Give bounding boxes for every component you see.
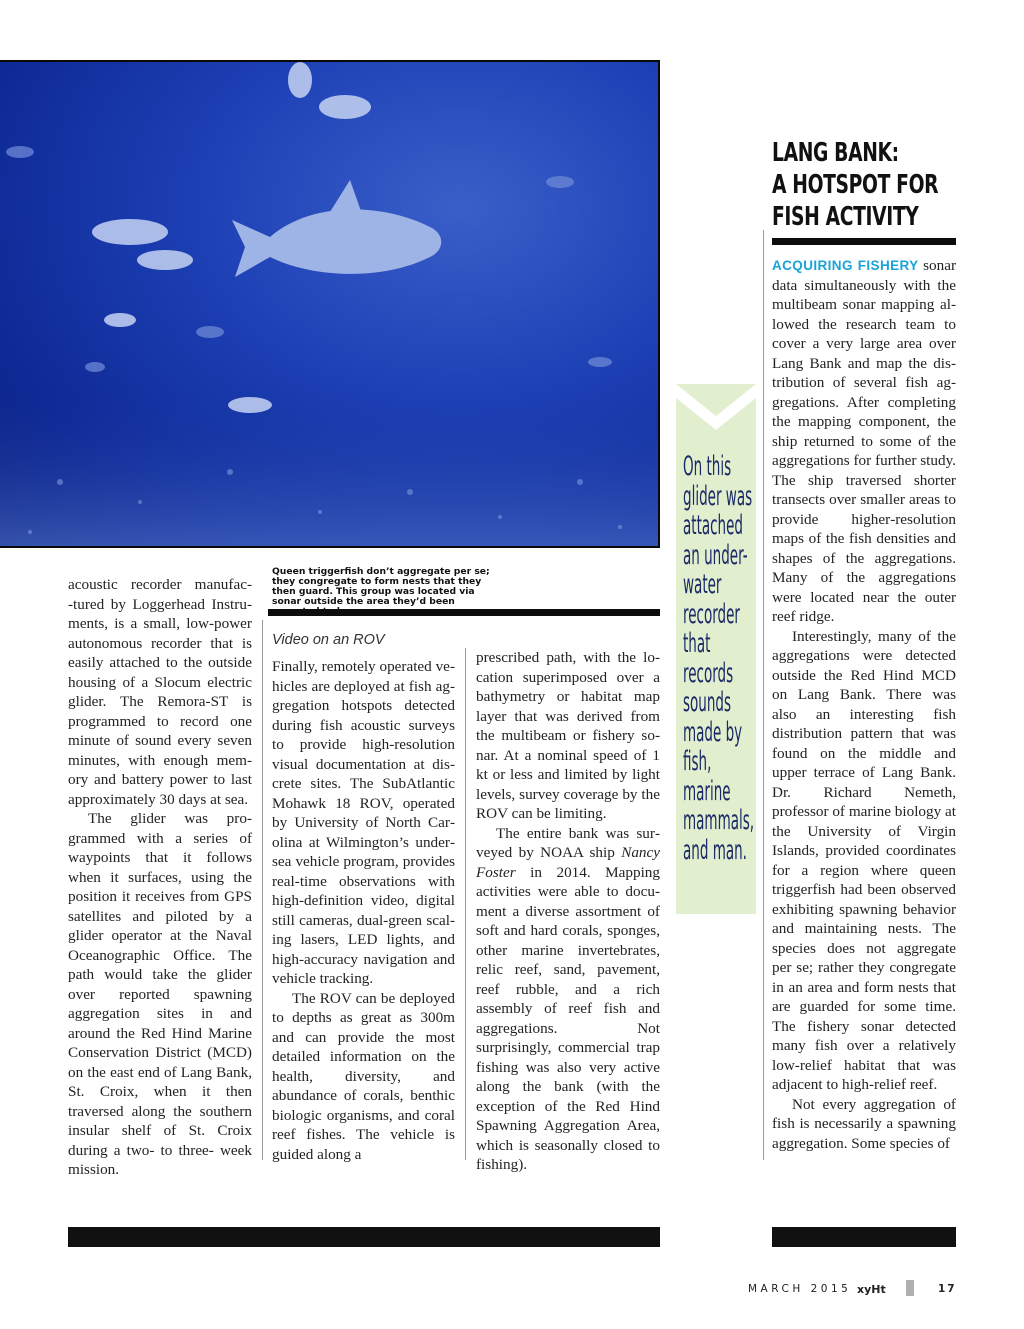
photo-caption: Queen triggerfish don’t aggregate per se; they congregate to form nests that they then guard. This group was located via sonar outside the area they’d been [272, 566, 490, 607]
pull-quote-chevron [676, 384, 756, 434]
sidebar-title-line: LANG BANK: [772, 138, 899, 168]
underwater-photo [0, 60, 660, 548]
sidebar-body [772, 256, 956, 1153]
footer-separator [906, 1280, 914, 1296]
triggerfish-large [232, 180, 441, 277]
page-number: 17 [938, 1283, 957, 1295]
column-2-paragraph: Finally, remotely operated vehicles are deployed at fish aggregation hotspots detected during fish acoustic surveys to provide high‑resolution visual documentation at discrete sites. The SubAtlantic Mohawk 18 ROV, operated by University of North Carolina at Wilmington’s undersea vehicle program, provides real‑time observations with high‑definition video, digital still cameras, dual‑green scaling lasers, LED lights, and high‑accuracy navigation and vehicle tracking. [272, 658, 455, 987]
fish-scene-illustration [0, 62, 660, 548]
column-1-paragraph: acoustic recorder manufac‑tured by Loggerhead Instruments, is a small, low‑power autonomous recorder that is easily attached to the outside housing of a Slocum electric glider. The Remora‑ST is programmed to record one minute of sound every seven minutes, with enough memory and battery power to last approximately 30 days at sea. [68, 576, 252, 808]
sidebar-paragraph: Not every aggregation of fish is necessarily a spawning aggregation. Some species of [772, 1095, 956, 1152]
pull-quote-line: fish, [683, 746, 712, 777]
sidebar-title-line: A HOTSPOT FOR [772, 170, 939, 200]
ship-name: Nancy Foster [476, 844, 660, 881]
body-column-1 [68, 575, 252, 1180]
lead-in: ACQUIRING FISHERY [772, 258, 919, 273]
pull-quote-line: and man. [683, 834, 747, 866]
sidebar-paragraph: Interestingly, many of the aggregations were detected outside the Red Hind MCD on Lang Bank. There was also an interesting fish distribution pattern that was found on the middle and upper terrace of Lang Bank. Dr. Richard Nemeth, professor of marine biology at the University of Virgin Islands, provided coordinates for a region where queen triggerfish had been observed exhibiting spawning behavior and maintaining nests. The species does not aggregate per se; rather they congregate in an area and form nests that are guarded for some time. The fishery sonar detected many fish over a relatively low‑relief habitat that was adjacent to high‑relief reef. [772, 627, 956, 1093]
pull-quote-line: recorder [683, 598, 740, 630]
pull-quote-line: an under- [683, 539, 748, 571]
pull-quote-line: that [683, 628, 711, 659]
column-divider [262, 620, 263, 1160]
pull-quote-line: marine [683, 775, 731, 807]
body-column-2 [272, 657, 455, 1164]
pull-quote-line: attached [683, 510, 743, 541]
body-column-3 [476, 648, 660, 1175]
bottom-bar-right [772, 1227, 956, 1247]
sidebar-paragraph [772, 256, 956, 627]
sidebar-title [772, 137, 939, 233]
column-1-paragraph: The glider was programmed with a series of waypoints that it follows when it surfaces, using the position it receives from GPS satellites and piloted by a glider operator at the Naval Oceanographic Office. The path would take the glider over reported spawning aggregation sites in and around the Red Hind Marine Conservation District (MCD) on the east end of Lang Bank, St. Croix, when it then traversed along the southern insular shelf of St. Croix during a two‑ to three‑ week mission. [68, 810, 252, 1178]
column-3-paragraph: prescribed path, with the location superimposed over a bathymetry or habitat map layer that was derived from the multibeam or fishery sonar. At a nominal speed of 1 kt or less and limited by light levels, survey coverage by the ROV can be limiting. [476, 649, 660, 822]
bottom-bar-left [68, 1227, 660, 1247]
pull-quote-line: records [683, 657, 734, 689]
pull-quote-line: made by [683, 716, 743, 748]
pull-quote-line: glider was [683, 480, 753, 512]
paragraph-text: in 2014. Mapping activities were able to document a diverse assortment of soft and hard corals, sponges, other marine invertebrates, relic reef, sand, pavement, reef rubble, and a rich assembly of reef fish and aggregations. Not surprisingly, commercial trap fishing was also very active along the bank (with the exception of the Red Hind Spawning Aggregation Area, which is seasonally closed to fishing). [476, 863, 660, 1173]
sidebar-title-line: FISH ACTIVITY [772, 202, 919, 232]
pull-quote-line: water [683, 569, 722, 600]
pull-quote-line: mammals, [683, 805, 755, 836]
sidebar-title-rule [772, 238, 956, 245]
paragraph-text: sonar data simultaneously with the multibeam sonar mapping allowed the research team to cover a very large area over Lang Bank and map the distribution of several fish aggregations. After completing the mapping component, the ship returned to some of the aggregations for further study. The ship traversed shorter transects over smaller areas to provide higher‑resolution maps of the fish densities and shapes of the aggregations. Many of the aggregations were located near the outer reef ridge. [772, 257, 956, 625]
footer-date: MARCH 2015 [748, 1283, 852, 1295]
paragraph-text: The entire bank was surveyed by NOAA ship [476, 824, 660, 861]
caption-rule [268, 609, 660, 616]
pull-quote-text [683, 452, 763, 865]
pull-quote-line: sounds [683, 687, 732, 718]
column-3-paragraph [476, 824, 660, 1175]
column-divider [465, 648, 466, 1160]
footer-magazine: xyHt [857, 1283, 886, 1296]
section-heading-video-rov: Video on an ROV [272, 632, 385, 648]
column-divider [763, 230, 764, 1160]
pull-quote-line: On this [683, 451, 732, 482]
column-2-paragraph: The ROV can be deployed to depths as great as 300m and can provide the most detailed information on the health, diversity, and abundance of corals, benthic biologic organisms, and coral reef fishes. The vehicle is guided along a [272, 989, 455, 1163]
